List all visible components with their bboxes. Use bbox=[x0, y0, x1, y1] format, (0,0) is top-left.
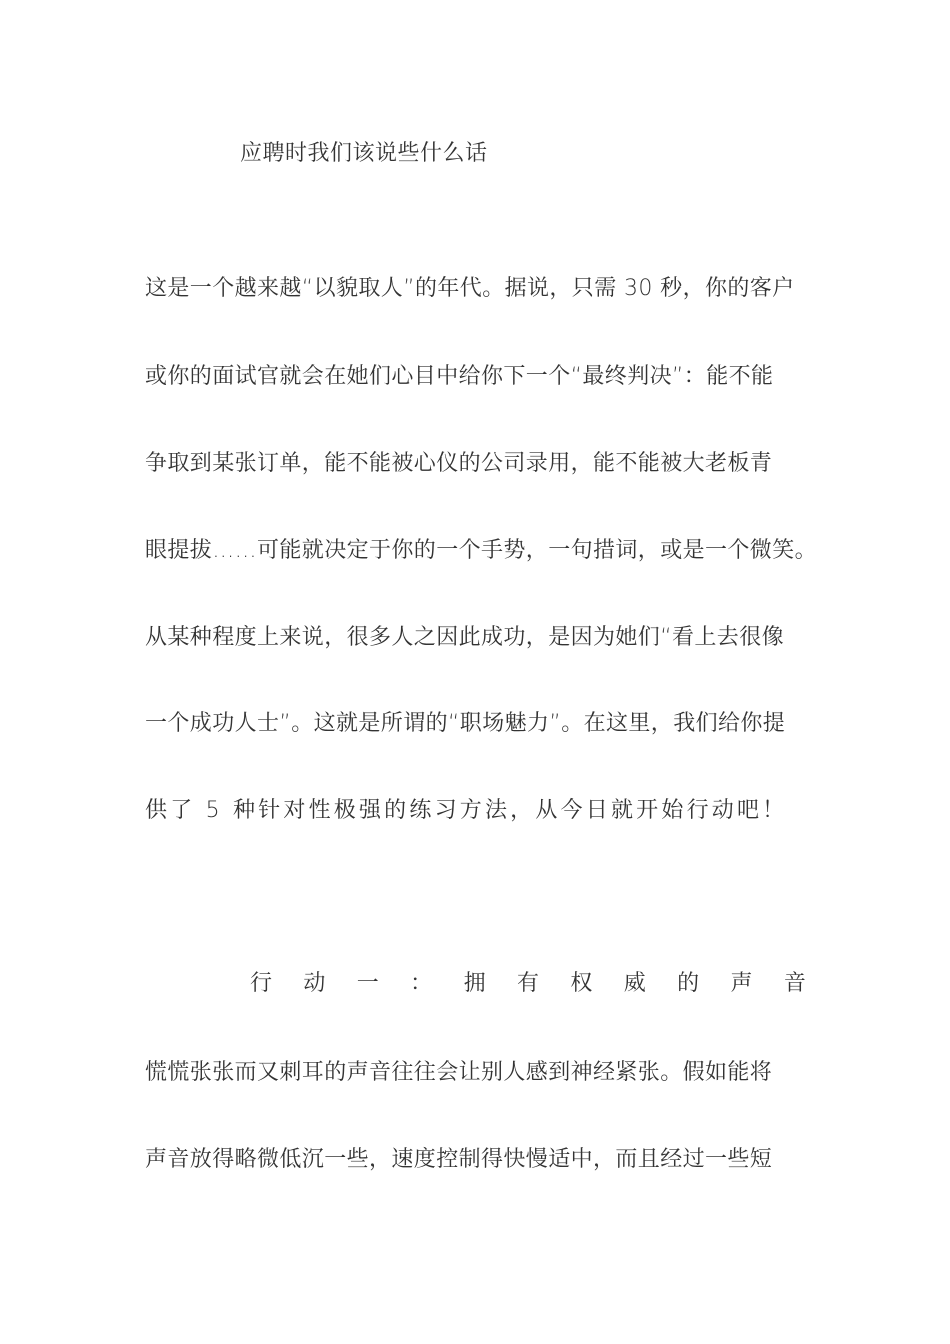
intro-line-4: 眼提拔……可能就决定于你的一个手势，一句措词，或是一个微笑。 bbox=[145, 538, 818, 563]
heading-char: 音 bbox=[783, 971, 806, 996]
heading-char: 权 bbox=[570, 971, 593, 996]
section1-line-1: 慌慌张张而又刺耳的声音往往会让别人感到神经紧张。假如能将 bbox=[145, 1060, 773, 1085]
section1-line-2: 声音放得略微低沉一些，速度控制得快慢适中，而且经过一些短 bbox=[145, 1147, 773, 1172]
heading-char: 的 bbox=[677, 971, 700, 996]
heading-char: 威 bbox=[623, 971, 646, 996]
heading-char: 一 bbox=[356, 971, 379, 996]
heading-char: 有 bbox=[516, 971, 539, 996]
section-heading-1 bbox=[250, 966, 806, 997]
intro-line-2: 或你的面试官就会在她们心目中给你下一个“最终判决”：能不能 bbox=[145, 364, 774, 389]
heading-char: 声 bbox=[730, 971, 753, 996]
intro-line-6: 一个成功人士”。这就是所谓的“职场魅力”。在这里，我们给你提 bbox=[145, 711, 786, 736]
heading-char: 动 bbox=[303, 971, 326, 996]
heading-char: 行 bbox=[250, 971, 273, 996]
intro-line-1: 这是一个越来越“以貌取人”的年代。据说，只需 30 秒，你的客户 bbox=[145, 276, 795, 301]
document-title: 应聘时我们该说些什么话 bbox=[240, 141, 488, 166]
heading-char: 拥 bbox=[463, 971, 486, 996]
heading-char: ： bbox=[410, 971, 433, 996]
intro-line-7: 供了 5 种针对性极强的练习方法，从今日就开始行动吧！ bbox=[145, 798, 788, 823]
intro-line-5: 从某种程度上来说，很多人之因此成功，是因为她们“看上去很像 bbox=[145, 625, 784, 650]
intro-line-3: 争取到某张订单，能不能被心仪的公司录用，能不能被大老板青 bbox=[145, 451, 773, 476]
